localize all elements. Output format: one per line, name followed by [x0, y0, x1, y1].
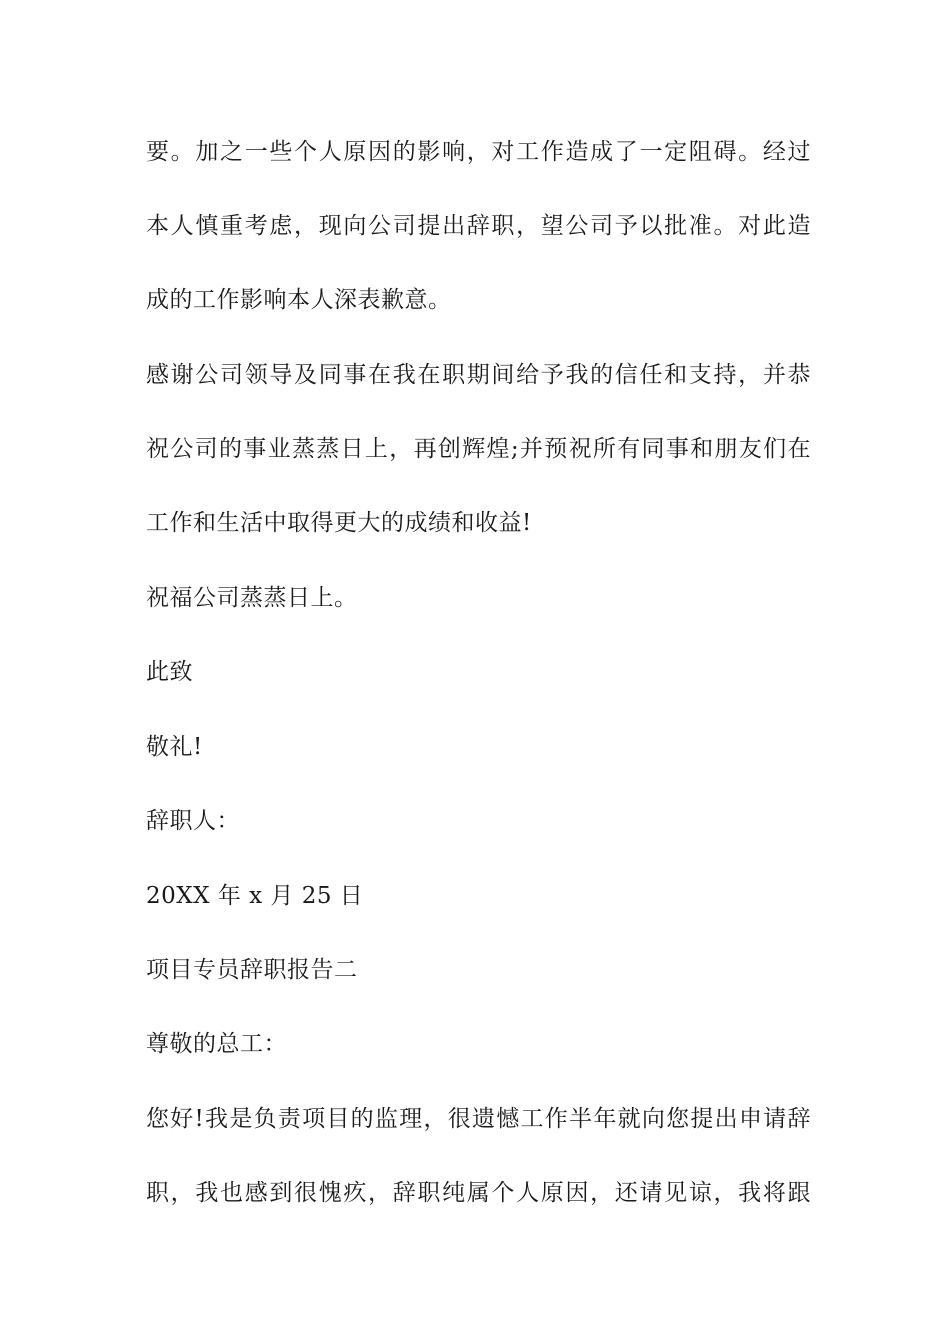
- paragraph-line: 职，我也感到很愧疚，辞职纯属个人原因，还请见谅，我将跟: [146, 1180, 811, 1206]
- section-title: 项目专员辞职报告二: [146, 957, 358, 983]
- closing-line: 此致: [146, 659, 193, 685]
- paragraph-line: 要。加之一些个人原因的影响，对工作造成了一定阻碍。经过: [146, 139, 811, 165]
- salutation-line: 敬礼!: [146, 734, 203, 760]
- paragraph-line: 祝公司的事业蒸蒸日上，再创辉煌;并预祝所有同事和朋友们在: [146, 436, 811, 462]
- paragraph-line: 成的工作影响本人深表歉意。: [146, 287, 452, 313]
- signature-label: 辞职人：: [146, 808, 240, 834]
- paragraph-line: 感谢公司领导及同事在我在职期间给予我的信任和支持，并恭: [146, 362, 811, 388]
- date-line: 20XX 年 x 月 25 日: [146, 883, 364, 909]
- blessing-line: 祝福公司蒸蒸日上。: [146, 585, 358, 611]
- paragraph-line: 您好!我是负责项目的监理，很遗憾工作半年就向您提出申请辞: [146, 1106, 811, 1132]
- greeting-line: 尊敬的总工：: [146, 1031, 287, 1057]
- paragraph-line: 本人慎重考虑，现向公司提出辞职，望公司予以批准。对此造: [146, 213, 811, 239]
- paragraph-line: 工作和生活中取得更大的成绩和收益!: [146, 510, 532, 536]
